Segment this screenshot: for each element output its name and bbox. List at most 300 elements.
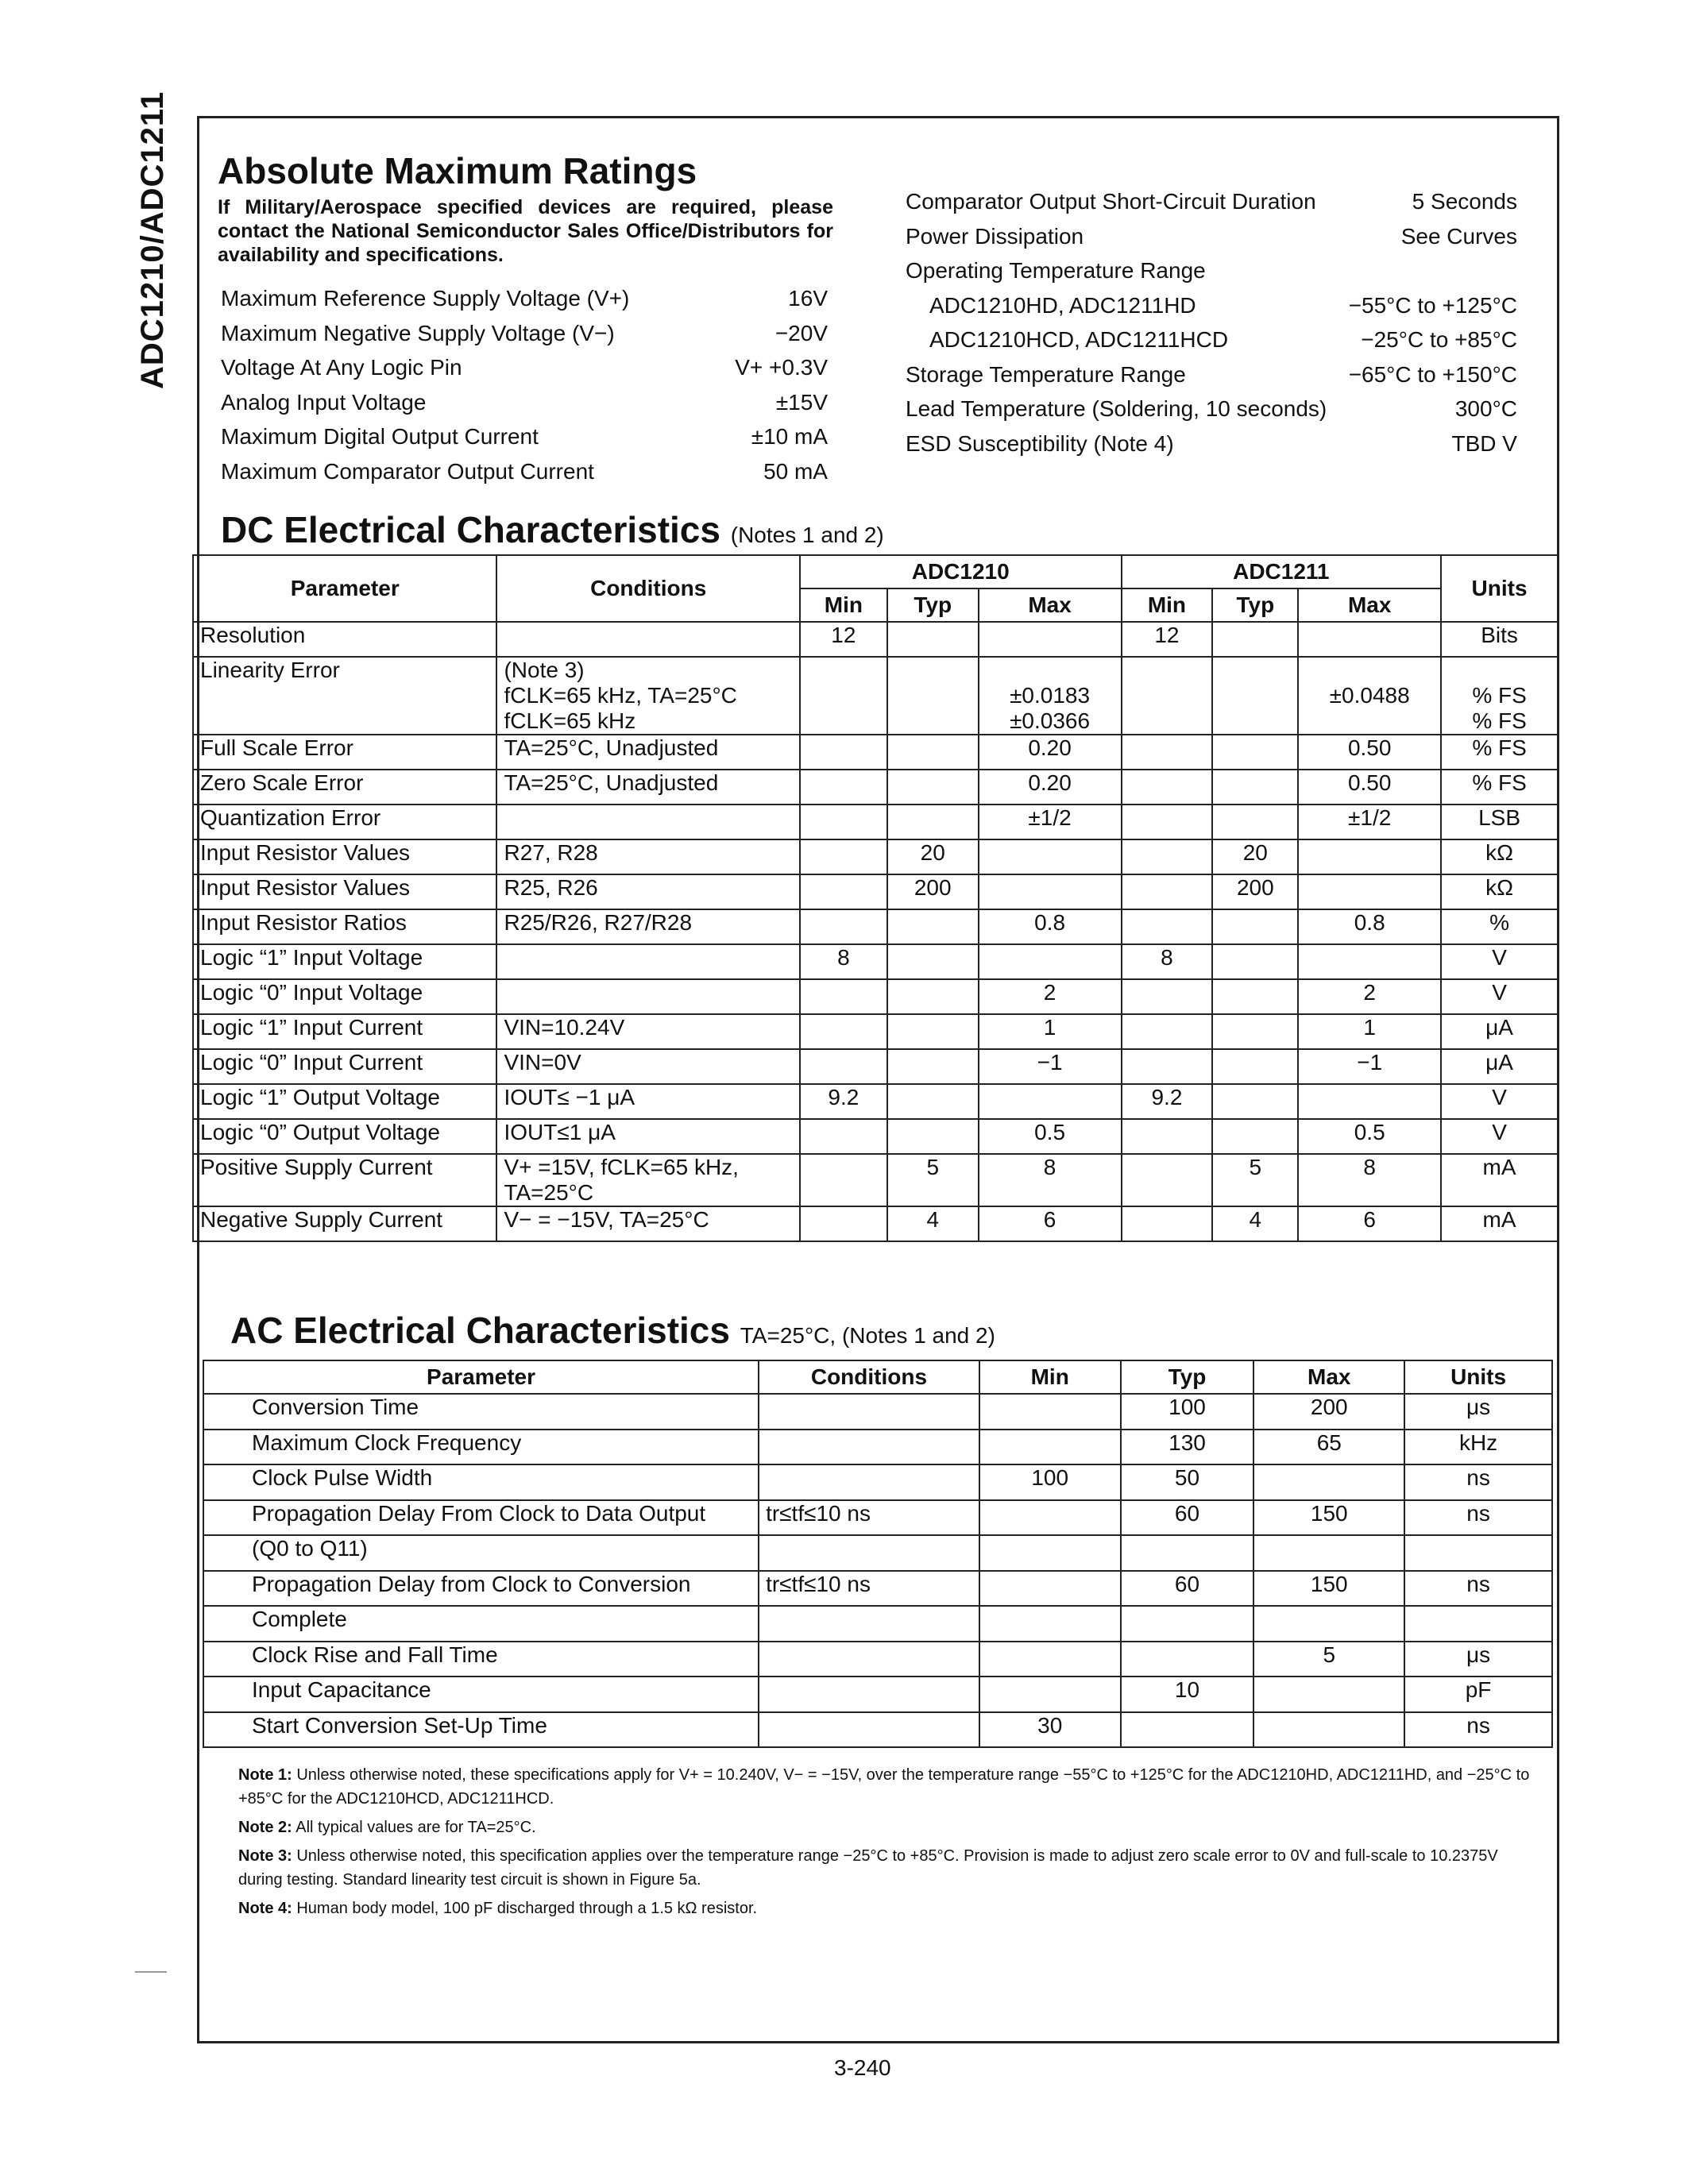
table-cell: μs	[1404, 1642, 1552, 1677]
table-cell	[1122, 1206, 1213, 1241]
rating-value: 300°C	[1454, 396, 1517, 421]
table-cell	[1212, 735, 1298, 770]
table-cell: R25/R26, R27/R28	[496, 909, 799, 944]
table-cell: Logic “1” Input Current	[193, 1014, 496, 1049]
table-cell: LSB	[1441, 805, 1558, 839]
dc-title	[221, 508, 884, 551]
table-cell: %	[1441, 909, 1558, 944]
table-cell: IOUT≤ −1 μA	[496, 1084, 799, 1119]
table-cell	[800, 979, 887, 1014]
table-row	[203, 1571, 1552, 1607]
dc-header-max: Max	[979, 588, 1122, 622]
note	[238, 1815, 1541, 1839]
rating-row	[221, 390, 426, 415]
table-cell: Logic “1” Input Voltage	[193, 944, 496, 979]
rating-value: See Curves	[1400, 223, 1517, 249]
table-cell: 20	[1212, 839, 1298, 874]
table-cell: Propagation Delay From Clock to Data Output	[203, 1500, 759, 1536]
rating-row	[906, 362, 1186, 388]
table-cell: 200	[1212, 874, 1298, 909]
table-cell: 5	[1212, 1154, 1298, 1206]
table-cell	[979, 1677, 1121, 1712]
table-cell: μs	[1404, 1394, 1552, 1430]
table-cell	[979, 839, 1122, 874]
rating-value: −25°C to +85°C	[1361, 327, 1517, 352]
table-cell	[1122, 839, 1213, 874]
table-cell	[1253, 1464, 1404, 1500]
table-cell	[800, 1049, 887, 1084]
table-cell: (Q0 to Q11)	[203, 1535, 759, 1571]
table-cell	[1121, 1712, 1254, 1748]
table-cell	[1212, 1084, 1298, 1119]
table-cell: Input Capacitance	[203, 1677, 759, 1712]
table-row	[193, 1119, 1558, 1154]
table-cell: V− = −15V, TA=25°C	[496, 1206, 799, 1241]
table-cell	[887, 944, 979, 979]
table-cell	[1298, 622, 1441, 657]
rating-row	[221, 424, 539, 450]
rating-row	[906, 189, 1316, 214]
table-cell: 5	[1253, 1642, 1404, 1677]
rating-row	[929, 293, 1196, 318]
rating-value: −20V	[774, 320, 828, 345]
table-cell	[800, 657, 887, 735]
note-text: All typical values are for TA=25°C.	[295, 1819, 536, 1836]
table-row	[203, 1677, 1552, 1712]
table-cell: V	[1441, 979, 1558, 1014]
table-cell: Full Scale Error	[193, 735, 496, 770]
table-cell	[979, 874, 1122, 909]
table-cell: kHz	[1404, 1430, 1552, 1465]
table-cell: Input Resistor Values	[193, 839, 496, 874]
table-cell	[979, 944, 1122, 979]
rating-value: TBD V	[1451, 430, 1517, 456]
table-cell: 0.20	[979, 770, 1122, 805]
table-cell: tr≤tf≤10 ns	[759, 1571, 979, 1607]
table-cell	[979, 1535, 1121, 1571]
table-cell	[1298, 839, 1441, 874]
rating-label: Voltage At Any Logic Pin	[221, 355, 462, 380]
table-row	[193, 735, 1558, 770]
table-cell: 12	[800, 622, 887, 657]
table-cell	[887, 657, 979, 735]
table-cell: 1	[1298, 1014, 1441, 1049]
table-cell	[1122, 1014, 1213, 1049]
table-cell: Logic “0” Output Voltage	[193, 1119, 496, 1154]
table-cell	[1212, 622, 1298, 657]
table-cell: Input Resistor Ratios	[193, 909, 496, 944]
table-row	[203, 1500, 1552, 1536]
table-cell: V+ =15V, fCLK=65 kHz, TA=25°C	[496, 1154, 799, 1206]
table-row	[193, 770, 1558, 805]
dc-header-conditions: Conditions	[496, 555, 799, 622]
table-cell: Bits	[1441, 622, 1558, 657]
page-number: 3-240	[834, 2055, 891, 2080]
table-cell: ns	[1404, 1712, 1552, 1748]
ac-table	[203, 1360, 1553, 1748]
rating-value: 16V	[788, 286, 828, 311]
table-cell	[979, 1606, 1121, 1642]
table-cell	[800, 1014, 887, 1049]
dc-subtitle: (Notes 1 and 2)	[730, 523, 884, 547]
table-cell	[759, 1606, 979, 1642]
table-cell: 0.50	[1298, 770, 1441, 805]
table-cell	[496, 979, 799, 1014]
ac-header-cell: Units	[1404, 1360, 1552, 1394]
abs-max-title: Absolute Maximum Ratings	[218, 150, 697, 191]
note	[238, 1897, 1541, 1920]
table-cell: VIN=0V	[496, 1049, 799, 1084]
table-cell: 8	[1298, 1154, 1441, 1206]
table-cell: TA=25°C, Unadjusted	[496, 735, 799, 770]
table-cell: 0.8	[1298, 909, 1441, 944]
table-cell	[1122, 657, 1213, 735]
note-label: Note 2:	[238, 1819, 292, 1836]
table-cell: ns	[1404, 1500, 1552, 1536]
table-cell: mA	[1441, 1206, 1558, 1241]
rating-label: Lead Temperature (Soldering, 10 seconds)	[906, 396, 1327, 421]
table-cell: 200	[887, 874, 979, 909]
table-cell	[1212, 1014, 1298, 1049]
table-cell: mA	[1441, 1154, 1558, 1206]
table-cell	[496, 622, 799, 657]
table-cell: 10	[1121, 1677, 1254, 1712]
table-cell: μA	[1441, 1014, 1558, 1049]
table-cell	[800, 874, 887, 909]
rating-label: Maximum Negative Supply Voltage (V−)	[221, 320, 615, 345]
dc-header-parameter: Parameter	[193, 555, 496, 622]
table-cell	[759, 1430, 979, 1465]
ac-title-text: AC Electrical Characteristics	[230, 1310, 730, 1351]
table-cell	[800, 1119, 887, 1154]
table-cell: 4	[887, 1206, 979, 1241]
table-row	[193, 979, 1558, 1014]
table-cell: V	[1441, 944, 1558, 979]
table-cell	[1298, 944, 1441, 979]
note-label: Note 4:	[238, 1900, 292, 1917]
rating-row	[221, 459, 594, 484]
table-cell	[1253, 1677, 1404, 1712]
table-cell	[1298, 1084, 1441, 1119]
table-cell: 12	[1122, 622, 1213, 657]
table-cell: 65	[1253, 1430, 1404, 1465]
table-cell: 2	[979, 979, 1122, 1014]
table-cell: 1	[979, 1014, 1122, 1049]
table-cell: Logic “0” Input Current	[193, 1049, 496, 1084]
table-cell: 0.50	[1298, 735, 1441, 770]
table-cell: 8	[800, 944, 887, 979]
table-cell	[759, 1642, 979, 1677]
table-cell: ns	[1404, 1464, 1552, 1500]
notes	[238, 1763, 1541, 1925]
table-cell	[1212, 770, 1298, 805]
table-cell	[1212, 657, 1298, 735]
table-cell	[979, 1571, 1121, 1607]
rating-label: Power Dissipation	[906, 223, 1084, 249]
rating-value: −65°C to +150°C	[1348, 361, 1517, 387]
table-cell: 4	[1212, 1206, 1298, 1241]
table-cell: 0.8	[979, 909, 1122, 944]
rating-row	[221, 355, 462, 380]
ac-header-cell: Typ	[1121, 1360, 1254, 1394]
dc-header-max: Max	[1298, 588, 1441, 622]
table-row	[193, 874, 1558, 909]
table-row	[203, 1464, 1552, 1500]
rating-value: V+ +0.3V	[735, 355, 828, 380]
table-row	[193, 909, 1558, 944]
table-row	[193, 1014, 1558, 1049]
table-cell: 0.5	[1298, 1119, 1441, 1154]
table-row	[193, 839, 1558, 874]
table-cell	[759, 1464, 979, 1500]
table-row	[203, 1642, 1552, 1677]
table-cell: 8	[1122, 944, 1213, 979]
table-cell	[1404, 1606, 1552, 1642]
table-row	[193, 1154, 1558, 1206]
table-cell	[1122, 770, 1213, 805]
note-label: Note 3:	[238, 1847, 292, 1865]
rating-row	[906, 396, 1327, 422]
table-cell	[800, 770, 887, 805]
table-cell: 5	[887, 1154, 979, 1206]
table-cell	[887, 1049, 979, 1084]
rating-value: −55°C to +125°C	[1348, 292, 1517, 318]
table-cell: 60	[1121, 1571, 1254, 1607]
rating-value: 50 mA	[763, 458, 828, 484]
table-cell: ±1/2	[1298, 805, 1441, 839]
ac-header-cell: Conditions	[759, 1360, 979, 1394]
table-cell	[759, 1677, 979, 1712]
rating-label: Storage Temperature Range	[906, 361, 1186, 387]
table-cell	[887, 735, 979, 770]
table-cell: 100	[1121, 1394, 1254, 1430]
table-cell: 150	[1253, 1500, 1404, 1536]
dc-header-typ: Typ	[1212, 588, 1298, 622]
table-cell: Start Conversion Set-Up Time	[203, 1712, 759, 1748]
table-cell	[887, 979, 979, 1014]
table-cell	[800, 1206, 887, 1241]
table-cell	[979, 622, 1122, 657]
rating-row	[221, 286, 629, 311]
dc-header-typ: Typ	[887, 588, 979, 622]
table-cell	[1122, 909, 1213, 944]
table-cell: ±0.0183 ±0.0366	[979, 657, 1122, 735]
rating-row	[221, 321, 615, 346]
rating-label: ADC1210HD, ADC1211HD	[929, 292, 1196, 318]
note	[238, 1844, 1541, 1892]
rating-label: Maximum Comparator Output Current	[221, 458, 594, 484]
table-cell: R27, R28	[496, 839, 799, 874]
table-cell: Clock Pulse Width	[203, 1464, 759, 1500]
table-cell: Resolution	[193, 622, 496, 657]
table-cell	[887, 1014, 979, 1049]
table-cell	[979, 1394, 1121, 1430]
rating-label: Comparator Output Short-Circuit Duration	[906, 189, 1316, 214]
military-note: If Military/Aerospace specified devices are required, please contact the National Semiconductor Sales Office/Distributors for availability and specifications.	[218, 196, 833, 266]
table-cell: Logic “1” Output Voltage	[193, 1084, 496, 1119]
table-cell	[1253, 1712, 1404, 1748]
table-cell	[759, 1712, 979, 1748]
table-cell: Maximum Clock Frequency	[203, 1430, 759, 1465]
rating-label: Analog Input Voltage	[221, 389, 427, 415]
dc-header-min: Min	[800, 588, 887, 622]
rating-row	[906, 224, 1083, 249]
note-text: Human body model, 100 pF discharged through a 1.5 kΩ resistor.	[296, 1900, 758, 1917]
table-cell	[1212, 944, 1298, 979]
table-cell	[759, 1535, 979, 1571]
table-cell: % FS	[1441, 735, 1558, 770]
table-cell: −1	[1298, 1049, 1441, 1084]
table-cell: 0.20	[979, 735, 1122, 770]
table-cell: 200	[1253, 1394, 1404, 1430]
dc-header-min: Min	[1122, 588, 1213, 622]
ac-header-cell: Max	[1253, 1360, 1404, 1394]
table-row	[203, 1712, 1552, 1748]
table-cell: tr≤tf≤10 ns	[759, 1500, 979, 1536]
rating-value: ±10 mA	[751, 424, 828, 449]
table-cell: Clock Rise and Fall Time	[203, 1642, 759, 1677]
margin-mark	[135, 1971, 167, 1973]
table-cell	[1122, 874, 1213, 909]
table-row	[203, 1535, 1552, 1571]
table-cell	[800, 1154, 887, 1206]
table-cell	[800, 735, 887, 770]
table-cell	[1122, 1119, 1213, 1154]
table-cell: 50	[1121, 1464, 1254, 1500]
table-cell: Positive Supply Current	[193, 1154, 496, 1206]
table-cell: R25, R26	[496, 874, 799, 909]
rating-row	[906, 431, 1174, 457]
table-cell	[1404, 1535, 1552, 1571]
table-cell: % FS	[1441, 770, 1558, 805]
table-cell: ns	[1404, 1571, 1552, 1607]
table-cell	[979, 1500, 1121, 1536]
table-row	[203, 1430, 1552, 1465]
table-row	[193, 1206, 1558, 1241]
table-cell	[1212, 805, 1298, 839]
table-cell: 0.5	[979, 1119, 1122, 1154]
table-row	[203, 1394, 1552, 1430]
ac-subtitle: TA=25°C, (Notes 1 and 2)	[740, 1323, 995, 1348]
rating-label: Operating Temperature Range	[906, 258, 1206, 283]
table-cell	[1212, 1049, 1298, 1084]
table-cell: IOUT≤1 μA	[496, 1119, 799, 1154]
table-cell: Conversion Time	[203, 1394, 759, 1430]
table-row	[193, 622, 1558, 657]
table-cell	[1212, 979, 1298, 1014]
table-cell: −1	[979, 1049, 1122, 1084]
dc-table	[192, 554, 1559, 1242]
rating-label: Maximum Reference Supply Voltage (V+)	[221, 286, 630, 311]
table-cell	[800, 909, 887, 944]
table-cell: VIN=10.24V	[496, 1014, 799, 1049]
rating-value: 5 Seconds	[1412, 189, 1517, 214]
table-cell: kΩ	[1441, 839, 1558, 874]
note	[238, 1763, 1541, 1811]
table-cell	[496, 944, 799, 979]
table-cell: 8	[979, 1154, 1122, 1206]
table-cell: TA=25°C, Unadjusted	[496, 770, 799, 805]
rating-value: ±15V	[775, 389, 828, 415]
table-cell: % FS % FS	[1441, 657, 1558, 735]
table-cell: 9.2	[1122, 1084, 1213, 1119]
table-cell	[887, 805, 979, 839]
dc-header-units: Units	[1441, 555, 1558, 622]
table-cell: V	[1441, 1119, 1558, 1154]
dc-title-text: DC Electrical Characteristics	[221, 509, 720, 550]
table-cell	[979, 1430, 1121, 1465]
table-cell	[759, 1394, 979, 1430]
table-cell	[1212, 1119, 1298, 1154]
table-cell	[496, 805, 799, 839]
table-cell	[800, 805, 887, 839]
rating-label: ADC1210HCD, ADC1211HCD	[929, 327, 1229, 352]
table-cell	[887, 909, 979, 944]
table-cell: 6	[979, 1206, 1122, 1241]
table-cell: Input Resistor Values	[193, 874, 496, 909]
table-cell: 9.2	[800, 1084, 887, 1119]
note-text: Unless otherwise noted, these specifications apply for V+ = 10.240V, V− = −15V, over the temperature range −55°C to +125°C for the ADC1210HD, ADC1211HD, and −25°C to +85°C for the ADC1210HCD, ADC1211HCD.	[238, 1766, 1530, 1808]
table-cell	[1122, 805, 1213, 839]
table-cell	[887, 1084, 979, 1119]
table-cell: Negative Supply Current	[193, 1206, 496, 1241]
ac-header-cell: Parameter	[203, 1360, 759, 1394]
table-cell: 20	[887, 839, 979, 874]
table-cell	[1121, 1535, 1254, 1571]
table-cell: (Note 3) fCLK=65 kHz, TA=25°C fCLK=65 kHz	[496, 657, 799, 735]
table-cell: Propagation Delay from Clock to Conversion	[203, 1571, 759, 1607]
table-cell: Quantization Error	[193, 805, 496, 839]
table-row	[193, 944, 1558, 979]
rating-row	[929, 327, 1228, 353]
table-cell: 30	[979, 1712, 1121, 1748]
rating-row	[906, 258, 1206, 284]
table-cell: 6	[1298, 1206, 1441, 1241]
table-cell: 100	[979, 1464, 1121, 1500]
table-cell: ±1/2	[979, 805, 1122, 839]
table-cell	[1122, 979, 1213, 1014]
table-row	[203, 1606, 1552, 1642]
ac-header-cell: Min	[979, 1360, 1121, 1394]
table-cell	[887, 1119, 979, 1154]
table-cell: 2	[1298, 979, 1441, 1014]
table-cell: 130	[1121, 1430, 1254, 1465]
table-cell: 150	[1253, 1571, 1404, 1607]
table-cell	[1298, 874, 1441, 909]
table-row	[193, 657, 1558, 735]
table-cell	[979, 1642, 1121, 1677]
table-cell: pF	[1404, 1677, 1552, 1712]
table-cell: kΩ	[1441, 874, 1558, 909]
note-label: Note 1:	[238, 1766, 292, 1784]
dc-header-adc1211: ADC1211	[1122, 555, 1442, 588]
table-cell	[1122, 735, 1213, 770]
table-cell	[1121, 1642, 1254, 1677]
table-row	[193, 1049, 1558, 1084]
table-cell	[1212, 909, 1298, 944]
table-cell: 60	[1121, 1500, 1254, 1536]
table-cell	[887, 622, 979, 657]
table-cell	[887, 770, 979, 805]
rating-label: Maximum Digital Output Current	[221, 424, 539, 449]
table-row	[193, 805, 1558, 839]
rating-label: ESD Susceptibility (Note 4)	[906, 430, 1174, 456]
table-cell	[979, 1084, 1122, 1119]
table-cell: ±0.0488	[1298, 657, 1441, 735]
table-cell	[1253, 1606, 1404, 1642]
table-cell: Complete	[203, 1606, 759, 1642]
table-cell	[1122, 1049, 1213, 1084]
